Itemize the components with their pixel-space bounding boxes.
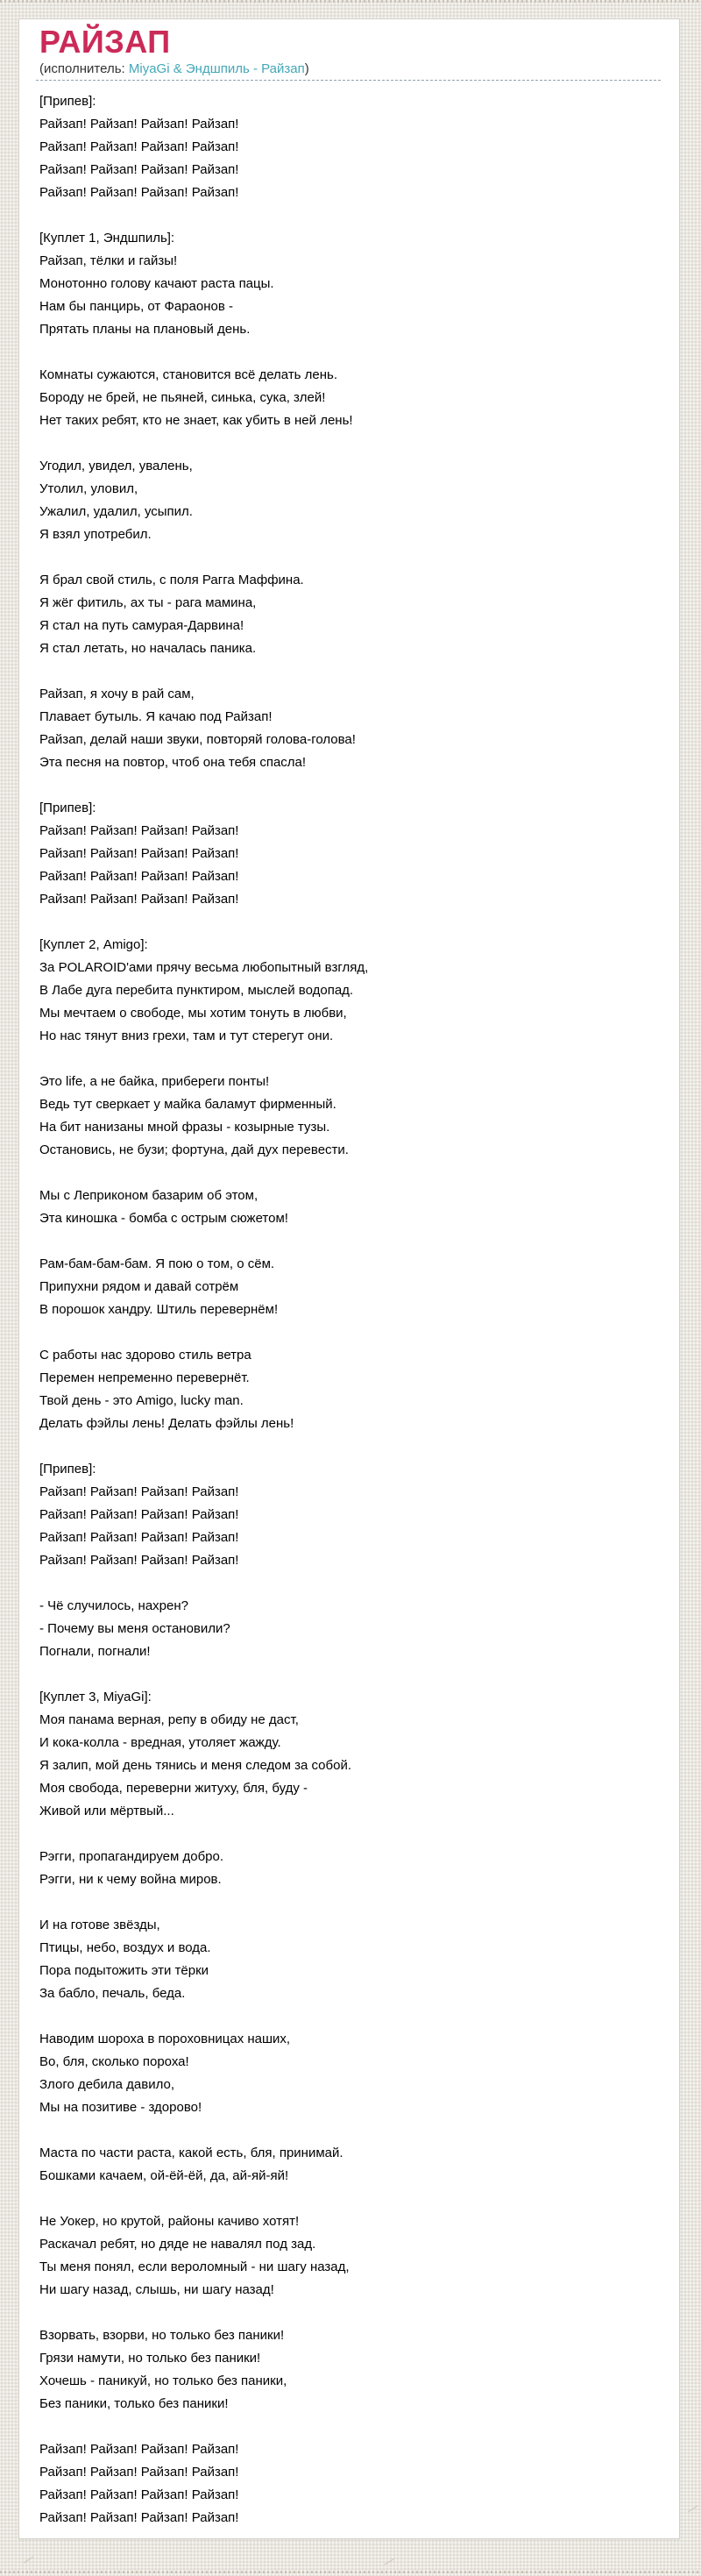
lyric-line: Я залип, мой день тянись и меня следом за собой. bbox=[39, 1758, 352, 1773]
stanza bbox=[39, 1185, 661, 1230]
lyric-line: Угодил, увидел, увалень, bbox=[39, 459, 193, 473]
lyric-line: Бошками качаем, ой-ёй-ёй, да, ай-яй-яй! bbox=[39, 2168, 289, 2183]
stanza bbox=[39, 2142, 661, 2188]
lyric-line: [Куплет 3, MiyaGi]: bbox=[39, 1690, 152, 1704]
lyric-line: Мы на позитиве - здорово! bbox=[39, 2100, 202, 2115]
texture-stitch bbox=[688, 2506, 698, 2513]
lyric-line: Твой день - это Amigo, lucky man. bbox=[39, 1393, 244, 1408]
lyric-line: Наводим шороха в пороховницах наших, bbox=[39, 2032, 291, 2046]
lyric-line: Ты меня понял, если вероломный - ни шагу назад, bbox=[39, 2259, 350, 2274]
lyric-line: Я стал летать, но началась паника. bbox=[39, 641, 257, 656]
lyric-line: Райзап! Райзап! Райзап! Райзап! bbox=[39, 1530, 239, 1545]
lyric-line: Райзап! Райзап! Райзап! Райзап! bbox=[39, 2487, 239, 2502]
lyrics-card bbox=[18, 18, 680, 2539]
lyric-line: Моя панама верная, репу в обиду не даст, bbox=[39, 1712, 299, 1727]
lyric-line: Нет таких ребят, кто не знает, как убить в ней лень! bbox=[39, 413, 353, 428]
lyric-line: Я взял употребил. bbox=[39, 527, 152, 542]
lyric-line: Эта киношка - бомба с острым сюжетом! bbox=[39, 1211, 288, 1226]
stanza bbox=[39, 1071, 661, 1162]
lyric-line: Райзап! Райзап! Райзап! Райзап! bbox=[39, 185, 239, 200]
song-title: РАЙЗАП bbox=[39, 24, 171, 60]
lyric-line: Ужалил, удалил, усыпил. bbox=[39, 504, 193, 519]
lyric-line: Не Уокер, но крутой, районы качиво хотят! bbox=[39, 2214, 300, 2229]
lyric-line: Ни шагу назад, слышь, ни шагу назад! bbox=[39, 2282, 274, 2297]
lyric-line: Я брал свой стиль, с поля Рагга Маффина. bbox=[39, 573, 304, 587]
lyric-line: Это life, а не байка, прибереги понты! bbox=[39, 1074, 270, 1089]
lyric-line: Но нас тянут вниз грехи, там и тут стерегут они. bbox=[39, 1028, 334, 1043]
lyric-line: - Чё случилось, нахрен? bbox=[39, 1598, 188, 1613]
lyric-line: Маста по части раста, какой есть, бля, принимай. bbox=[39, 2145, 343, 2160]
lyric-line: Райзап! Райзап! Райзап! Райзап! bbox=[39, 846, 239, 861]
texture-dotted-row-top bbox=[0, 0, 701, 3]
dashed-separator bbox=[36, 80, 661, 81]
lyric-line: Райзап, я хочу в рай сам, bbox=[39, 687, 195, 701]
stanza bbox=[39, 1253, 661, 1321]
stanza bbox=[39, 934, 661, 1048]
stanza bbox=[39, 1458, 661, 1572]
stanza bbox=[39, 2210, 661, 2302]
lyric-line: И на готове звёзды, bbox=[39, 1918, 160, 1932]
lyrics-text bbox=[39, 90, 661, 2530]
stanza bbox=[39, 2324, 661, 2416]
lyric-line: Хочешь - паникуй, но только без паники, bbox=[39, 2373, 287, 2388]
stanza bbox=[39, 683, 661, 774]
lyric-line: Раскачал ребят, но дяде не навалял под зад. bbox=[39, 2237, 316, 2252]
lyric-line: Плавает бутыль. Я качаю под Райзап! bbox=[39, 709, 273, 724]
lyric-line: В порошок хандру. Штиль перевернём! bbox=[39, 1302, 279, 1317]
card-content bbox=[19, 19, 679, 2538]
stanza bbox=[39, 1344, 661, 1435]
texture-dotted-row-bottom bbox=[0, 2571, 701, 2573]
stanza bbox=[39, 1914, 661, 2005]
lyric-line: Райзап, делай наши звуки, повторяй голова-голова! bbox=[39, 732, 356, 747]
lyric-line: Райзап! Райзап! Райзап! Райзап! bbox=[39, 2465, 239, 2480]
texture-stitch bbox=[385, 2558, 395, 2565]
lyric-line: Взорвать, взорви, но только без паники! bbox=[39, 2328, 285, 2343]
lyric-line: Остановись, не бузи; фортуна, дай дух перевести. bbox=[39, 1142, 349, 1157]
lyric-line: Пора подытожить эти тёрки bbox=[39, 1963, 209, 1978]
lyric-line: Рэгги, пропагандируем добро. bbox=[39, 1849, 224, 1864]
lyric-line: За бабло, печаль, беда. bbox=[39, 1986, 186, 2001]
lyric-line: Припухни рядом и давай сотрём bbox=[39, 1279, 239, 1294]
lyric-line: - Почему вы меня остановили? bbox=[39, 1621, 230, 1636]
lyric-line: Райзап, тёлки и гайзы! bbox=[39, 253, 178, 268]
lyric-line: Живой или мёртвый... bbox=[39, 1804, 174, 1818]
lyric-line: Райзап! Райзап! Райзап! Райзап! bbox=[39, 1484, 239, 1499]
lyric-line: Я жёг фитиль, ах ты - рага мамина, bbox=[39, 595, 257, 610]
lyric-line: Моя свобода, переверни житуху, бля, буду - bbox=[39, 1781, 308, 1796]
artist-prefix-label: (исполнитель: bbox=[39, 61, 125, 76]
stanza bbox=[39, 364, 661, 432]
lyric-line: Рэгги, ни к чему война миров. bbox=[39, 1872, 222, 1887]
stanza bbox=[39, 227, 661, 341]
lyric-line: [Припев]: bbox=[39, 1462, 96, 1477]
lyric-line: Мы с Леприконом базарим об этом, bbox=[39, 1188, 258, 1203]
lyric-line: С работы нас здорово стиль ветра bbox=[39, 1348, 251, 1363]
lyric-line: Райзап! Райзап! Райзап! Райзап! bbox=[39, 869, 239, 884]
lyric-line: Без паники, только без паники! bbox=[39, 2396, 229, 2411]
lyric-line: Эта песня на повтор, чтоб она тебя спасла! bbox=[39, 755, 307, 770]
lyric-line: Райзап! Райзап! Райзап! Райзап! bbox=[39, 823, 239, 838]
lyric-line: В Лабе дуга перебита пунктиром, мыслей водопад. bbox=[39, 983, 354, 998]
lyric-line: Комнаты сужаются, становится всё делать лень. bbox=[39, 367, 338, 382]
lyric-line: Райзап! Райзап! Райзап! Райзап! bbox=[39, 1553, 239, 1568]
lyric-line: [Куплет 1, Эндшпиль]: bbox=[39, 231, 175, 246]
lyric-line: [Припев]: bbox=[39, 801, 96, 815]
lyric-line: Бороду не брей, не пьяней, синька, сука, злей! bbox=[39, 390, 326, 405]
lyric-line: Ведь тут сверкает у майка баламут фирменный. bbox=[39, 1097, 336, 1112]
lyric-line: Прятать планы на плановый день. bbox=[39, 322, 251, 337]
stanza bbox=[39, 455, 661, 546]
texture-stitch bbox=[24, 2557, 34, 2564]
lyric-line: И кока-колла - вредная, утоляет жажду. bbox=[39, 1735, 281, 1750]
lyric-line: За POLAROID'ами прячу весьма любопытный взгляд, bbox=[39, 960, 369, 975]
lyric-line: Утолил, уловил, bbox=[39, 481, 138, 496]
lyric-line: Райзап! Райзап! Райзап! Райзап! bbox=[39, 1507, 239, 1522]
lyric-line: Монотонно голову качают раста пацы. bbox=[39, 276, 274, 291]
stanza bbox=[39, 2028, 661, 2119]
lyric-line: Делать фэйлы лень! Делать фэйлы лень! bbox=[39, 1416, 294, 1431]
lyric-line: Райзап! Райзап! Райзап! Райзап! bbox=[39, 2510, 239, 2525]
lyric-line: Перемен непременно перевернёт. bbox=[39, 1370, 250, 1385]
lyric-line: Грязи намути, но только без паники! bbox=[39, 2351, 261, 2366]
stanza bbox=[39, 1686, 661, 1823]
lyric-line: Райзап! Райзап! Райзап! Райзап! bbox=[39, 139, 239, 154]
lyric-line: Погнали, погнали! bbox=[39, 1644, 151, 1659]
stanza bbox=[39, 2438, 661, 2530]
lyric-line: Птицы, небо, воздух и вода. bbox=[39, 1940, 211, 1955]
lyric-line: [Куплет 2, Amigo]: bbox=[39, 937, 148, 952]
artist-link[interactable]: MiyaGi & Эндшпиль - Райзап bbox=[128, 61, 305, 76]
lyric-line: Райзап! Райзап! Райзап! Райзап! bbox=[39, 2442, 239, 2457]
stanza bbox=[39, 1595, 661, 1663]
lyric-line: Райзап! Райзап! Райзап! Райзап! bbox=[39, 117, 239, 132]
lyric-line: Нам бы панцирь, от Фараонов - bbox=[39, 299, 233, 314]
lyric-line: [Припев]: bbox=[39, 94, 96, 109]
lyric-line: На бит нанизаны мной фразы - козырные тузы. bbox=[39, 1120, 330, 1135]
stanza bbox=[39, 90, 661, 204]
stanza bbox=[39, 797, 661, 911]
artist-suffix-label: ) bbox=[304, 61, 309, 76]
lyric-line: Во, бля, сколько пороха! bbox=[39, 2054, 189, 2069]
artist-line bbox=[39, 61, 661, 77]
lyric-line: Райзап! Райзап! Райзап! Райзап! bbox=[39, 162, 239, 177]
lyric-line: Рам-бам-бам-бам. Я пою о том, о сём. bbox=[39, 1256, 275, 1271]
lyric-line: Злого дебила давило, bbox=[39, 2077, 175, 2092]
lyric-line: Мы мечтаем о свободе, мы хотим тонуть в любви, bbox=[39, 1006, 347, 1021]
lyric-line: Райзап! Райзап! Райзап! Райзап! bbox=[39, 892, 239, 907]
stanza bbox=[39, 569, 661, 660]
lyric-line: Я стал на путь самурая-Дарвина! bbox=[39, 618, 244, 633]
stanza bbox=[39, 1846, 661, 1891]
